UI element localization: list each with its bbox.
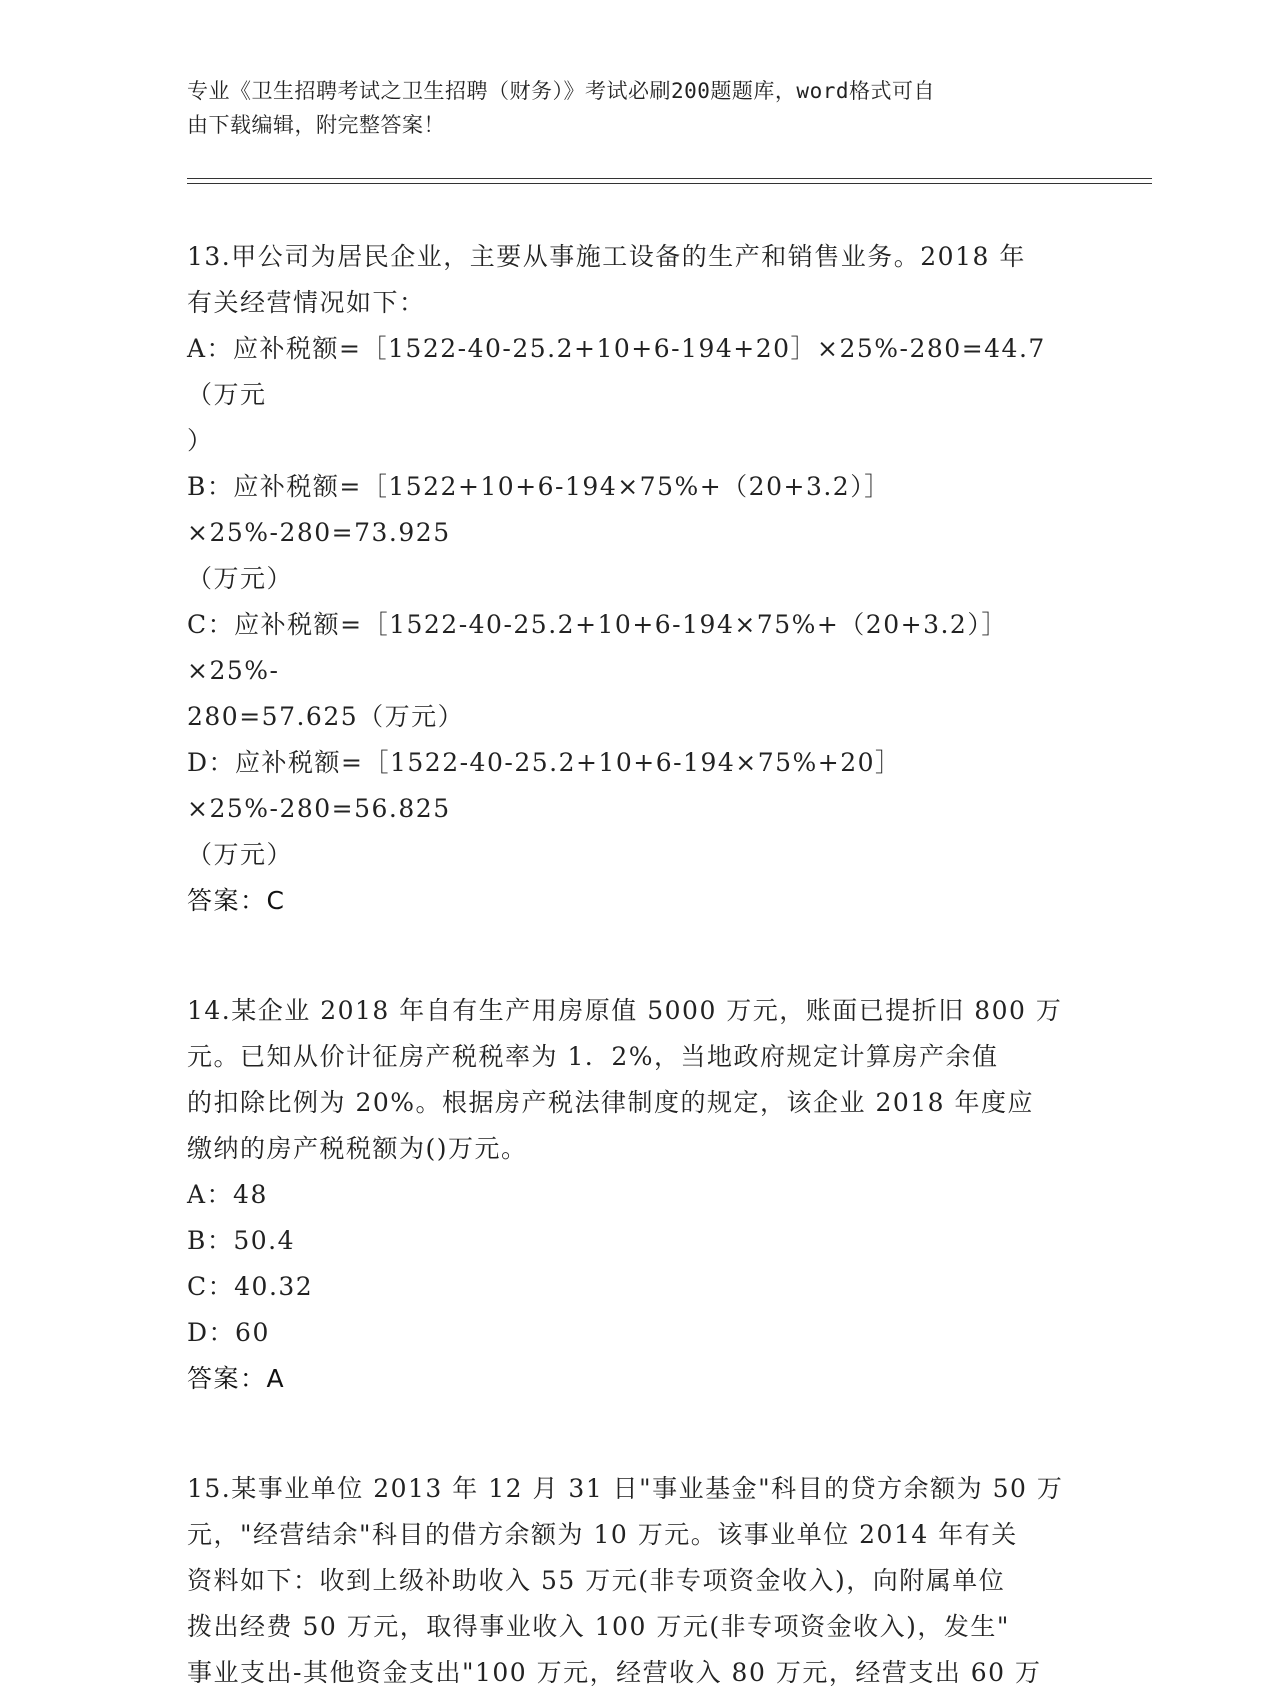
- question-text-line: 元，"经营结余"科目的借方余额为 10 万元。该事业单位 2014 年有关: [187, 1520, 1018, 1549]
- question-text: [187, 1466, 1087, 1696]
- option-d: D：60: [187, 1318, 270, 1347]
- question-text: [187, 988, 1087, 1172]
- question-text-line: 缴纳的房产税税额为()万元。: [187, 1134, 528, 1163]
- option-c: C：40.32: [187, 1272, 314, 1301]
- question-text-line: 13.甲公司为居民企业，主要从事施工设备的生产和销售业务。2018 年: [187, 242, 1026, 271]
- option-d: D：应补税额=［1522-40-25.2+10+6-194×75%+20］×25%-280=56.825 （万元）: [187, 748, 902, 869]
- question-text-line: 拨出经费 50 万元，取得事业收入 100 万元(非专项资金收入)，发生": [187, 1612, 1010, 1641]
- option-b: B：50.4: [187, 1226, 296, 1255]
- answer-label: 答案：C: [187, 886, 286, 915]
- question-text-line: 14.某企业 2018 年自有生产用房原值 5000 万元，账面已提折旧 800 万: [187, 996, 1063, 1025]
- question-text-line: 资料如下：收到上级补助收入 55 万元(非专项资金收入)，向附属单位: [187, 1566, 1006, 1595]
- question-text-line: 有关经营情况如下：: [187, 288, 426, 317]
- answer-label: 答案：A: [187, 1364, 286, 1393]
- header-divider-bottom: [187, 183, 1152, 184]
- questions-content: [187, 234, 1087, 1696]
- question-spacer: [187, 924, 1087, 988]
- option-a: A：应补税额=［1522-40-25.2+10+6-194+20］×25%-280=44.7（万元 ）: [187, 334, 1046, 455]
- option-c: C：应补税额=［1522-40-25.2+10+6-194×75%+（20+3.2）］×25%- 280=57.625（万元）: [187, 610, 1008, 731]
- question-13: [187, 234, 1087, 924]
- question-text: [187, 234, 1087, 326]
- question-text-line: 15.某事业单位 2013 年 12 月 31 日"事业基金"科目的贷方余额为 50 万: [187, 1474, 1064, 1503]
- header-title-line-1: 专业《卫生招聘考试之卫生招聘（财务）》考试必刷200题题库，word格式可自: [187, 79, 935, 103]
- question-text-line: 的扣除比例为 20%。根据房产税法律制度的规定，该企业 2018 年度应: [187, 1088, 1035, 1117]
- header-title-line-2: 由下载编辑，附完整答案！: [187, 113, 445, 137]
- question-14: [187, 988, 1087, 1402]
- question-text-line: 元。已知从价计征房产税税率为 1．2%，当地政府规定计算房产余值: [187, 1042, 999, 1071]
- question-text-line: 事业支出-其他资金支出"100 万元，经营收入 80 万元，经营支出 60 万: [187, 1658, 1042, 1687]
- option-b: B：应补税额=［1522+10+6-194×75%+（20+3.2）］×25%-280=73.925 （万元）: [187, 472, 891, 593]
- option-a: A：48: [187, 1180, 268, 1209]
- question-15: [187, 1466, 1087, 1696]
- question-spacer: [187, 1402, 1087, 1466]
- header-divider-top: [187, 178, 1152, 179]
- document-header: [187, 74, 1087, 142]
